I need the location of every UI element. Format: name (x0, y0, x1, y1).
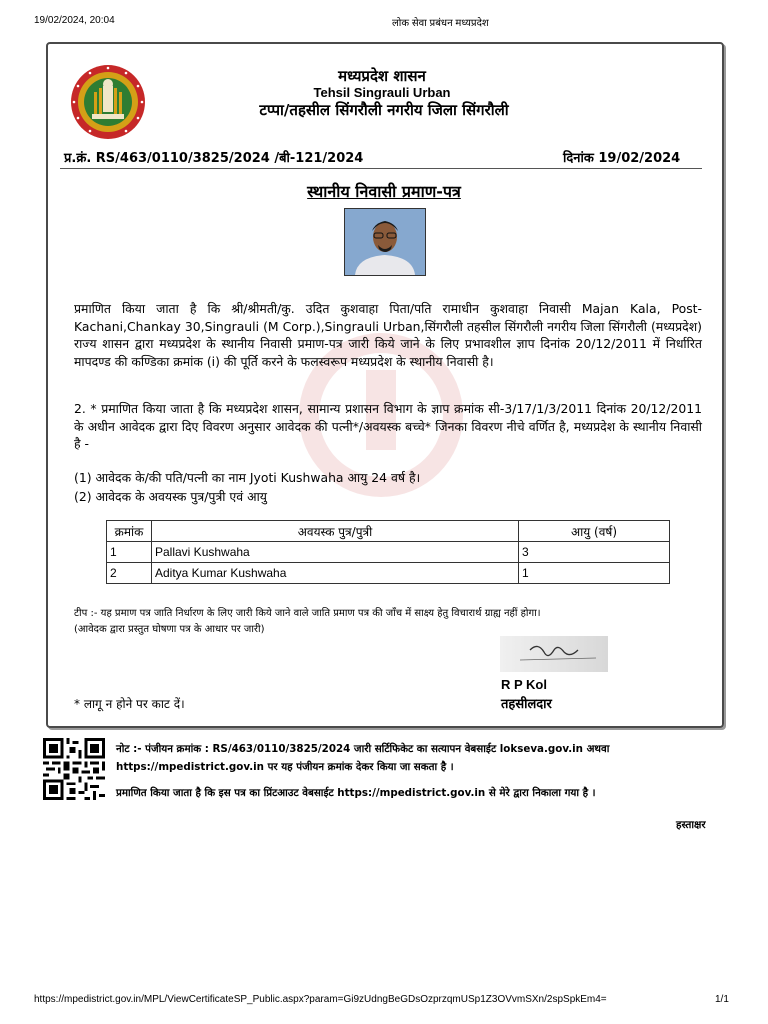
children-heading: (2) आवेदक के अवयस्क पुत्र/पुत्री एवं आयु (74, 489, 267, 504)
applicant-photo (344, 208, 426, 276)
print-page-title: लोक सेवा प्रबंधन मध्यप्रदेश (392, 18, 489, 29)
spouse-details: (1) आवेदक के/की पति/पत्नी का नाम Jyoti Kushwaha आयु 24 वर्ष है। (74, 470, 421, 485)
person-photo-icon (345, 209, 425, 275)
col-header-serial: क्रमांक (107, 521, 152, 542)
signature-label: हस्ताक्षर (676, 819, 706, 831)
cell-age: 1 (519, 563, 670, 584)
header-divider (60, 168, 702, 169)
cell-child-name: Pallavi Kushwaha (152, 542, 519, 563)
table-header-row (107, 521, 670, 542)
print-page-number: 1/1 (715, 994, 729, 1005)
cell-serial: 2 (107, 563, 152, 584)
table-row (107, 542, 670, 563)
col-header-age: आयु (वर्ष) (519, 521, 670, 542)
table-row (107, 563, 670, 584)
reference-number: प्र.क्रं. RS/463/0110/3825/2024 /बी-121/2024 (64, 151, 364, 166)
declaration-note: (आवेदक द्वारा प्रस्तुत घोषणा पत्र के आधार पर जारी) (74, 624, 265, 635)
issue-date: दिनांक 19/02/2024 (563, 151, 681, 166)
certificate-para-1: प्रमाणित किया जाता है कि श्री/श्रीमती/कु. उदित कुशवाहा पिता/पति रामाधीन कुशवाहा निवासी Majan Kala, Post- Kachani,Chankay 30,Singrauli (M Corp.),Singrauli Urban,सिंगरौली तहसील सिंगरौली नगरीय जिला सिंगरौली (मध्यप्रदेश) राज्य शासन द्वारा मध्यप्रदेश के स्थानीय निवासी प्रमाण-पत्र जारी किये जाने के लिए प्रभावशील ज्ञाप दिनांक 20/12/2011 में निर्धारित मापदण्ड की कण्डिका क्रमांक (i) की पूर्ति करने के फलस्वरूप मध्यप्रदेश के स्थानीय निवासी है। (74, 301, 702, 369)
print-datetime: 19/02/2024, 20:04 (34, 15, 115, 26)
officer-name: R P Kol (501, 677, 547, 692)
col-header-child-name: अवयस्क पुत्र/पुत्री (152, 521, 519, 542)
print-url: https://mpedistrict.gov.in/MPL/ViewCertificateSP_Public.aspx?param=Gi9zUdngBeGDsOzprzqmUSp1Z3OVvmSXn/2spSpkEm4= (34, 994, 607, 1005)
government-name: मध्यप्रदेश शासन (338, 67, 426, 85)
tehsil-name-english: Tehsil Singrauli Urban (313, 85, 451, 100)
officer-signature-icon (500, 636, 608, 672)
verification-qr-code-icon (42, 738, 106, 800)
strike-out-note: * लागू न होने पर काट दें। (74, 697, 185, 711)
printout-note: प्रमाणित किया जाता है कि इस पत्र का प्रिंटआउट वेबसाईट https://mpedistrict.gov.in से मेरे द्वारा निकाला गया है । (116, 787, 596, 799)
children-table (106, 520, 670, 584)
cell-age: 3 (519, 542, 670, 563)
certificate-para-2: 2. * प्रमाणित किया जाता है कि मध्यप्रदेश शासन, सामान्य प्रशासन विभाग के ज्ञाप क्रमांक सी-3/17/1/3/2011 दिनांक 20/12/2011 के अधीन आवेदक द्वारा दिए विवरण अनुसार आवेदक की पत्नी*/अवयस्क बच्चे* जिनका विवरण नीचे वर्णित है, मध्यप्रदेश के स्थानीय निवासी है - (74, 401, 702, 451)
cell-serial: 1 (107, 542, 152, 563)
caste-note: टीप :- यह प्रमाण पत्र जाति निर्धारण के लिए जारी किये जाने वाले जाति प्रमाण पत्र की जाँच में साक्ष्य हेतु विचारार्थ ग्राह्य नहीं होगा। (74, 608, 541, 619)
cell-child-name: Aditya Kumar Kushwaha (152, 563, 519, 584)
tehsil-name-hindi: टप्पा/तहसील सिंगरौली नगरीय जिला सिंगरौली (259, 101, 509, 119)
officer-designation: तहसीलदार (501, 697, 552, 712)
certificate-title: स्थानीय निवासी प्रमाण-पत्र (307, 182, 461, 201)
verification-note: नोट :- पंजीयन क्रमांक : RS/463/0110/3825/2024 जारी सर्टिफिकेट का सत्यापन वेबसाईट lokseva.gov.in अथवा https://mpedistrict.gov.in पर यह पंजीयन क्रमांक देकर किया जा सकता है । (116, 743, 610, 773)
